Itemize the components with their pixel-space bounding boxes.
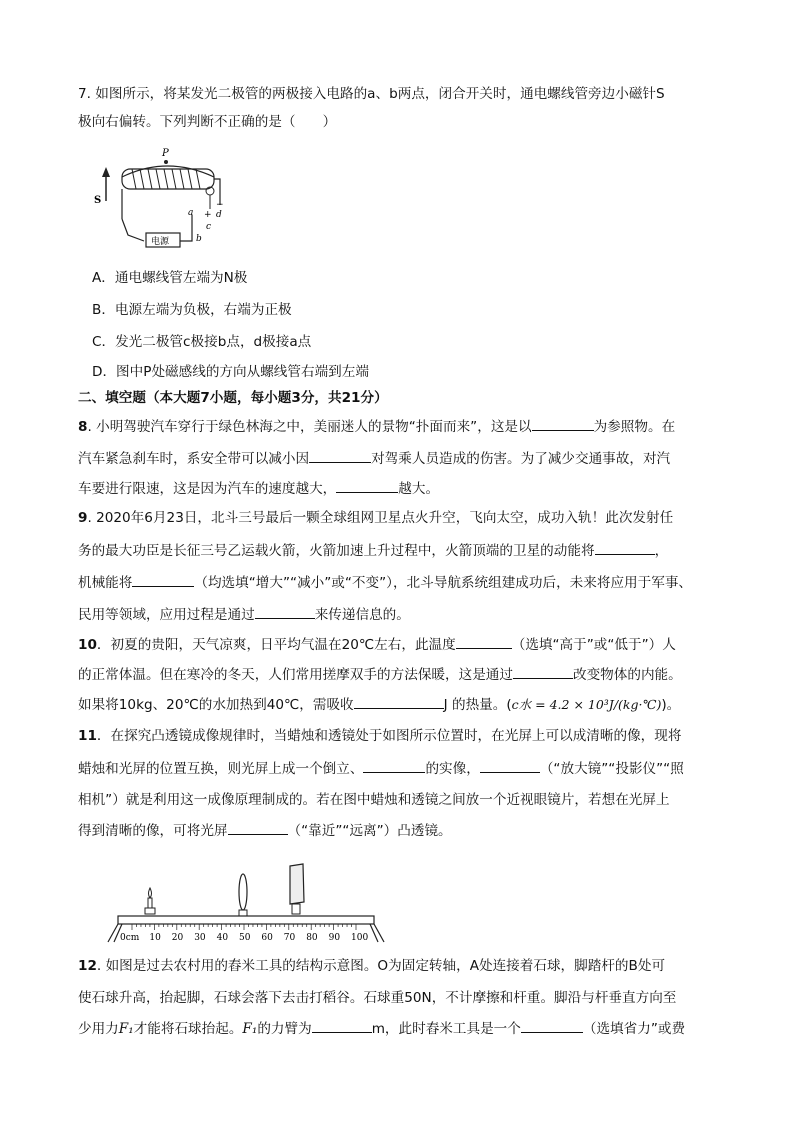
q11-line1: [78, 726, 681, 746]
label-p: P: [162, 148, 169, 159]
ruler-tick-labels: [120, 933, 368, 943]
needle-head: [102, 167, 110, 177]
label-plus: +: [204, 210, 212, 220]
q11-line3: [78, 790, 670, 810]
q12-blank-2[interactable]: [521, 1018, 583, 1033]
q7-option-d: D．图中P处磁感线的方向从螺线管右端到左端: [92, 364, 369, 380]
candle: [145, 888, 155, 914]
q7-number: 7: [78, 86, 87, 102]
q8-blank-1[interactable]: [532, 416, 594, 431]
bench-rail: [118, 916, 374, 924]
q11-text-2a: 蜡烛和光屏的位置互换，则光屏上成一个倒立、: [78, 761, 364, 777]
q9-line4: [78, 604, 410, 625]
q7-option-a: A．通电螺线管左端为N极: [92, 270, 248, 286]
ruler-label-8: 80: [306, 933, 318, 943]
ruler-label-5: 50: [239, 933, 251, 943]
q8-blank-3[interactable]: [336, 478, 398, 493]
q12-number: 12: [78, 958, 97, 974]
q9-text-3b: （均选填“增大”“减小”或“不变”），北斗导航系统组建成功后，未来将应用于军事、: [194, 575, 693, 591]
convex-lens: [239, 874, 247, 916]
q11-blank-3[interactable]: [228, 820, 288, 835]
light-screen: [290, 864, 304, 914]
q9-blank-3[interactable]: [255, 604, 315, 619]
ruler-label-0: 0cm: [120, 933, 140, 943]
ruler-label-7: 70: [283, 933, 296, 943]
q10-text-1a: ．初夏的贵阳，天气凉爽，日平均气温在20℃左右，此温度: [96, 637, 456, 653]
coil-turns: [132, 169, 200, 189]
q10-text-2a: 的正常体温。但在寒冷的冬天，人们常用搓摩双手的方法保暖，这是通过: [78, 667, 513, 683]
q10-blank-1[interactable]: [456, 634, 512, 649]
q12-text-3c: 的力臂为: [257, 1021, 312, 1037]
q9-text-2a: 务的最大功臣是长征三号乙运载火箭，火箭加速上升过程中，火箭顶端的卫星的动能将: [78, 543, 595, 559]
ruler-label-9: 90: [328, 933, 341, 943]
q9-text-1: . 2020年6月23日，北斗三号最后一颗全球组网卫星点火升空，飞向太空，成功入轨！此次发射任: [87, 510, 674, 526]
label-a: a: [188, 208, 194, 218]
q7-stem-2: 极向右偏转。下列判断不正确的是（ ）: [78, 114, 337, 130]
label-b: b: [196, 234, 202, 244]
q9-line2: [78, 540, 668, 561]
q11-text-2c: （“放大镜”“投影仪”“照: [539, 761, 684, 777]
label-minus: −: [216, 200, 224, 210]
q9-text-2b: ，: [654, 543, 669, 559]
point-p-dot: [164, 160, 168, 164]
power-source-label: 电源: [151, 237, 170, 247]
q12-line3: [78, 1018, 685, 1039]
q8-text-1b: 为参照物。在: [593, 419, 676, 435]
q12-line1: [78, 956, 665, 976]
q9-blank-1[interactable]: [595, 540, 655, 555]
q12-text-3a: 少用力: [78, 1021, 119, 1037]
q9-text-3a: 机械能将: [78, 575, 133, 591]
q8-text-2a: 汽车紧急刹车时，系安全带可以减小因: [78, 451, 310, 467]
ruler-label-6: 60: [261, 933, 273, 943]
q12-text-3e: （选填省力”或费: [582, 1021, 686, 1037]
q10-text-3b: J 的热量。(: [443, 697, 512, 713]
q11-blank-2[interactable]: [480, 758, 540, 773]
ruler-label-2: 20: [171, 933, 184, 943]
q9-text-4b: 来传递信息的。: [314, 607, 410, 623]
q10-text-3a: 如果将10kg、20℃的水加热到40℃，需吸收: [78, 697, 354, 713]
q12-f1-symbol-1: F₁: [118, 1021, 134, 1037]
q11-line2: [78, 758, 684, 779]
q9-line3: [78, 572, 692, 593]
q10-line2: [78, 664, 682, 685]
q8-text-3b: 越大。: [398, 481, 440, 497]
q11-text-1: ．在探究凸透镜成像规律时，当蜡烛和透镜处于如图所示位置时，在光屏上可以成清晰的像，现将: [96, 728, 682, 744]
q7-line1: [78, 84, 665, 104]
q8-text-3a: 车要进行限速，这是因为汽车的速度越大，: [78, 481, 337, 497]
q8-blank-2[interactable]: [309, 448, 371, 463]
solenoid-circuit-figure: [92, 145, 242, 255]
q9-text-4a: 民用等领域，应用过程是通过: [78, 607, 255, 623]
top-wire: [122, 166, 214, 177]
q8-number: 8: [78, 419, 88, 435]
q7-stem-1: . 如图所示，将某发光二极管的两极接入电路的a、b两点，闭合开关时，通电螺线管旁边小磁针S: [86, 86, 665, 102]
q7-line2: [78, 112, 336, 132]
q10-text-1b: （选填“高于”或“低于”）人: [511, 637, 676, 653]
q11-line4: [78, 820, 452, 841]
switch: [122, 219, 144, 241]
q10-line3: [78, 694, 680, 715]
q8-line3: [78, 478, 439, 499]
q12-text-3b: 才能将石球抬起。: [133, 1021, 243, 1037]
q12-f1-symbol-2: F₁: [242, 1021, 258, 1037]
label-s: S: [94, 195, 102, 206]
optical-bench-figure: [98, 854, 388, 944]
q12-text-2: 使石球升高，抬起脚，石球会落下去击打稻谷。石球重50N，不计摩擦和杆重。脚沿与杆垂直方向至: [78, 990, 677, 1006]
ruler-label-4: 40: [216, 933, 229, 943]
q9-line1: [78, 508, 673, 528]
q9-number: 9: [78, 510, 88, 526]
q11-text-2b: 的实像，: [425, 761, 480, 777]
q11-text-4a: 得到清晰的像，可将光屏: [78, 823, 228, 839]
q8-line2: [78, 448, 670, 469]
q12-line2: [78, 988, 676, 1008]
section-2-heading: 二、填空题（本大题7小题，每小题3分，共21分）: [78, 390, 388, 406]
ruler-label-10: 100: [351, 933, 369, 943]
ruler-label-3: 30: [194, 933, 206, 943]
q11-text-4b: （“靠近”“远离”）凸透镜。: [287, 823, 452, 839]
ruler-ticks: [132, 924, 356, 930]
q7-option-c: C．发光二极管c极接b点，d极接a点: [92, 334, 312, 350]
q11-number: 11: [78, 728, 97, 744]
q12-blank-1[interactable]: [312, 1018, 372, 1033]
label-c: c: [206, 222, 212, 232]
q10-text-3c: )。: [661, 697, 681, 713]
q10-formula: c水 = 4.2 × 10³J/(kg·℃): [511, 697, 662, 712]
q9-blank-2[interactable]: [132, 572, 194, 587]
q11-text-3: 相机”）就是利用这一成像原理制成的。若在图中蜡烛和透镜之间放一个近视眼镜片，若想在光屏上: [78, 792, 670, 808]
ruler-label-1: 10: [149, 933, 161, 943]
q10-blank-2[interactable]: [513, 664, 573, 679]
q8-text-2b: 对驾乘人员造成的伤害。为了减少交通事故，对汽: [371, 451, 671, 467]
q10-number: 10: [78, 637, 97, 653]
q10-text-2b: 改变物体的内能。: [573, 667, 682, 683]
q12-text-3d: m，此时舂米工具是一个: [371, 1021, 521, 1037]
q8-text-1a: . 小明驾驶汽车穿行于绿色林海之中，美丽迷人的景物“扑面而来”，这是以: [87, 419, 532, 435]
q11-blank-1[interactable]: [363, 758, 425, 773]
q7-option-b: B．电源左端为负极，右端为正极: [92, 302, 292, 318]
q10-blank-3[interactable]: [354, 694, 444, 709]
label-d: d: [216, 210, 222, 220]
q8-line1: [78, 416, 675, 437]
q10-line1: [78, 634, 676, 655]
q12-text-1: . 如图是过去农村用的舂米工具的结构示意图。O为固定转轴，A处连接着石球，脚踏杆的B处可: [96, 958, 666, 974]
